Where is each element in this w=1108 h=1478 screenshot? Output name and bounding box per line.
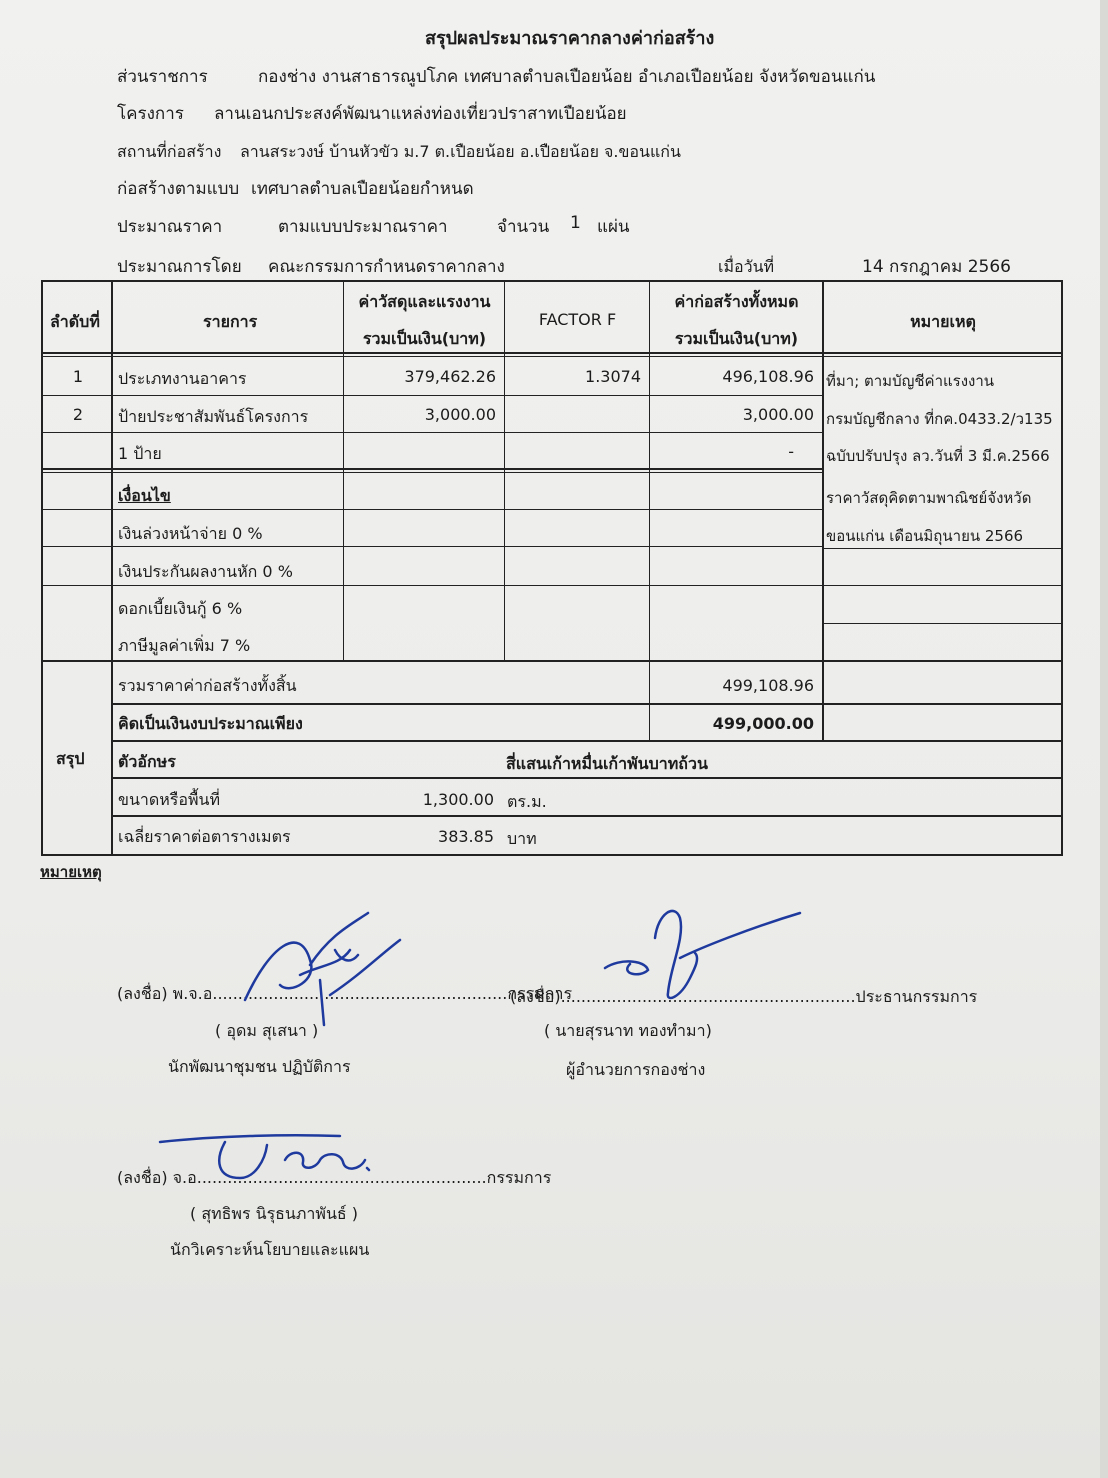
summary-area-label: ขนาดหรือพื้นที่	[118, 790, 221, 809]
signature-3-scribble	[155, 1130, 385, 1190]
row3-item: 1 ป้าย	[118, 444, 162, 463]
summary-avg-unit: บาท	[507, 829, 537, 848]
row1-factor: 1.3074	[585, 367, 641, 386]
document-title: สรุปผลประมาณราคากลางค่าก่อสร้าง	[425, 28, 715, 49]
conditions-remark-2: ขอนแก่น เดือนมิถุนายน 2566	[826, 527, 1024, 545]
condition-interest: ดอกเบี้ยเงินกู้ 6 %	[118, 599, 243, 618]
condition-guarantee: เงินประกันผลงานหัก 0 %	[118, 562, 293, 581]
signature-1-scribble	[240, 905, 410, 1035]
by-label: ประมาณการโดย	[117, 257, 242, 277]
site-label: สถานที่ก่อสร้าง	[117, 142, 222, 161]
header-total-line1: ค่าก่อสร้างทั้งหมด	[674, 292, 799, 311]
conditions-title: เงื่อนไข	[118, 486, 171, 505]
signature-2-name: ( นายสุรนาท ทองทำมา)	[544, 1021, 712, 1040]
project-value: ลานเอนกประสงค์พัฒนาแหล่งท่องเที่ยวปราสาทเปือยน้อย	[214, 104, 627, 124]
header-factor: FACTOR F	[538, 310, 617, 329]
summary-letters-label: ตัวอักษร	[118, 752, 176, 771]
project-label: โครงการ	[117, 104, 184, 124]
row1-material: 379,462.26	[404, 367, 496, 386]
row3-remark: ฉบับปรับปรุง ลว.วันที่ 3 มี.ค.2566	[826, 447, 1050, 465]
summary-letters-value: สี่แสนเก้าหมื่นเก้าพันบาทถ้วน	[506, 754, 708, 773]
summary-total-value: 499,108.96	[722, 676, 814, 695]
signature-3-line: (ลงชื่อ) จ.อ.........................................................กรรมการ	[117, 1168, 552, 1187]
summary-avg-value: 383.85	[438, 827, 494, 846]
conditions-remark-1: ราคาวัสดุคิดตามพาณิชย์จังหวัด	[826, 489, 1032, 507]
estimate-label: ประมาณราคา	[117, 217, 223, 237]
row2-item: ป้ายประชาสัมพันธ์โครงการ	[118, 407, 309, 426]
row1-item: ประเภทงานอาคาร	[118, 369, 247, 388]
row2-no: 2	[72, 405, 84, 424]
note-label: หมายเหตุ	[40, 863, 102, 881]
row2-total: 3,000.00	[742, 405, 814, 424]
signature-1-line: (ลงชื่อ) พ.จ.อ..........................................................กรรมการ	[117, 984, 573, 1003]
by-value: คณะกรรมการกำหนดราคากลาง	[268, 257, 505, 277]
agency-label: ส่วนราชการ	[117, 67, 208, 87]
sheets-unit: แผ่น	[597, 217, 630, 237]
agency-value: กองช่าง งานสาธารณูปโภค เทศบาลตำบลเปือยน้อย อำเภอเปือยน้อย จังหวัดขอนแก่น	[258, 67, 876, 87]
row1-total: 496,108.96	[722, 367, 814, 386]
row1-no: 1	[72, 367, 84, 386]
signature-1-position: นักพัฒนาชุมชน ปฏิบัติการ	[168, 1057, 351, 1076]
summary-area-value: 1,300.00	[422, 790, 494, 809]
date-label: เมื่อวันที่	[718, 257, 775, 276]
signature-3-position: นักวิเคราะห์นโยบายและแผน	[170, 1240, 370, 1259]
design-value: เทศบาลตำบลเปือยน้อยกำหนด	[251, 179, 474, 199]
design-label: ก่อสร้างตามแบบ	[117, 179, 240, 199]
summary-avg-label: เฉลี่ยราคาต่อตารางเมตร	[118, 827, 291, 846]
header-no: ลำดับที่	[50, 312, 100, 331]
site-value: ลานสระวงษ์ บ้านหัวขัว ม.7 ต.เปือยน้อย อ.เปือยน้อย จ.ขอนแก่น	[240, 142, 681, 161]
summary-budget-value: 499,000.00	[712, 714, 814, 733]
signature-2-position: ผู้อำนวยการกองช่าง	[566, 1060, 706, 1079]
header-material-line2: รวมเป็นเงิน(บาท)	[362, 329, 487, 348]
row3-total: -	[788, 442, 794, 461]
header-remark: หมายเหตุ	[910, 312, 976, 331]
condition-advance: เงินล่วงหน้าจ่าย 0 %	[118, 524, 263, 543]
date-value: 14 กรกฎาคม 2566	[862, 257, 1011, 277]
summary-budget-label: คิดเป็นเงินงบประมาณเพียง	[118, 714, 303, 733]
summary-area-unit: ตร.ม.	[507, 792, 547, 811]
sheets-value: 1	[570, 213, 581, 233]
header-total-line2: รวมเป็นเงิน(บาท)	[674, 329, 799, 348]
row1-remark: ที่มา; ตามบัญชีค่าแรงงาน	[826, 372, 995, 390]
condition-vat: ภาษีมูลค่าเพิ่ม 7 %	[118, 636, 251, 655]
signature-3-name: ( สุทธิพร นิรุธนภาพันธ์ )	[190, 1204, 358, 1223]
summary-total-label: รวมราคาค่าก่อสร้างทั้งสิ้น	[118, 676, 297, 695]
estimate-value: ตามแบบประมาณราคา	[278, 217, 448, 237]
sheets-label: จำนวน	[497, 217, 550, 237]
signature-2-scribble	[600, 898, 810, 1008]
row2-remark: กรมบัญชีกลาง ที่กค.0433.2/ว135	[826, 410, 1053, 428]
header-item: รายการ	[203, 312, 258, 331]
summary-label: สรุป	[56, 749, 85, 768]
signature-2-line: (ลงชื่อ)..........................................................ประธานกรรมการ	[510, 987, 978, 1006]
row2-material: 3,000.00	[424, 405, 496, 424]
signature-1-name: ( อุดม สุเสนา )	[215, 1021, 319, 1040]
header-material-line1: ค่าวัสดุและแรงงาน	[358, 292, 491, 311]
